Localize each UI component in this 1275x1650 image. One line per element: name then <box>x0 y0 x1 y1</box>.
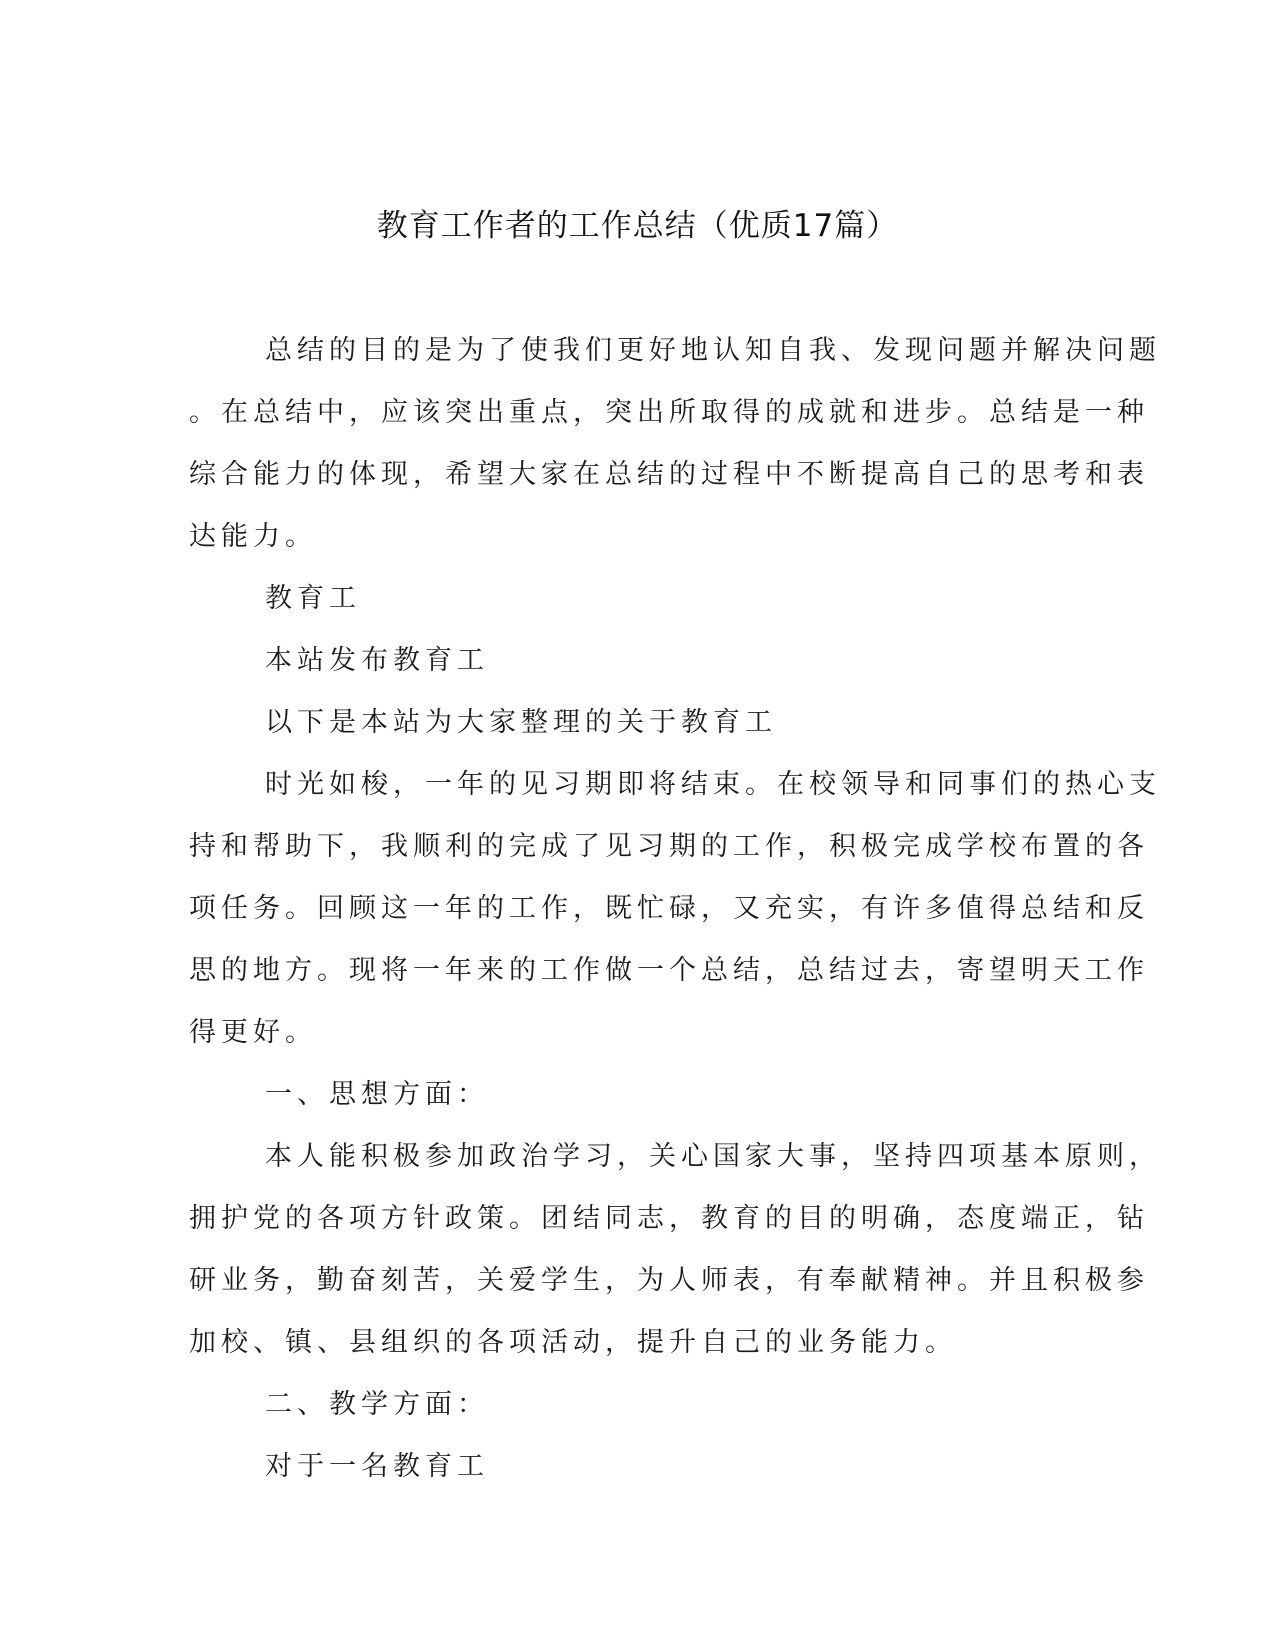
text-line: 以下是本站为大家整理的关于教育工 <box>265 707 777 738</box>
text-line: 拥护党的各项方针政策。团结同志，教育的目的明确，态度端正，钻 <box>189 1203 1149 1234</box>
text-line: 教育工 <box>265 583 361 614</box>
document-body <box>189 320 1161 1498</box>
text-line: 研业务，勤奋刻苦，关爱学生，为人师表，有奉献精神。并且积极参 <box>189 1265 1149 1296</box>
text-line: 得更好。 <box>189 1017 317 1048</box>
text-line: 加校、镇、县组织的各项活动，提升自己的业务能力。 <box>189 1327 957 1358</box>
text-line: 时光如梭，一年的见习期即将结束。在校领导和同事们的热心支 <box>265 769 1161 800</box>
text-line: 一、思想方面： <box>265 1079 489 1110</box>
text-line: 持和帮助下，我顺利的完成了见习期的工作，积极完成学校布置的各 <box>189 831 1149 862</box>
text-line: 思的地方。现将一年来的工作做一个总结，总结过去，寄望明天工作 <box>189 955 1149 986</box>
text-line: 。在总结中，应该突出重点，突出所取得的成就和进步。总结是一种 <box>189 397 1149 428</box>
text-line: 达能力。 <box>189 521 317 552</box>
text-line: 综合能力的体现，希望大家在总结的过程中不断提高自己的思考和表 <box>189 459 1149 490</box>
text-line: 总结的目的是为了使我们更好地认知自我、发现问题并解决问题 <box>265 335 1161 366</box>
text-line: 对于一名教育工 <box>265 1451 489 1482</box>
text-line: 二、教学方面： <box>265 1389 489 1420</box>
document-title: 教育工作者的工作总结（优质17篇） <box>376 208 899 244</box>
text-line: 项任务。回顾这一年的工作，既忙碌，又充实，有许多值得总结和反 <box>189 893 1149 924</box>
text-line: 本人能积极参加政治学习，关心国家大事，坚持四项基本原则， <box>265 1141 1161 1172</box>
text-line: 本站发布教育工 <box>265 645 489 676</box>
